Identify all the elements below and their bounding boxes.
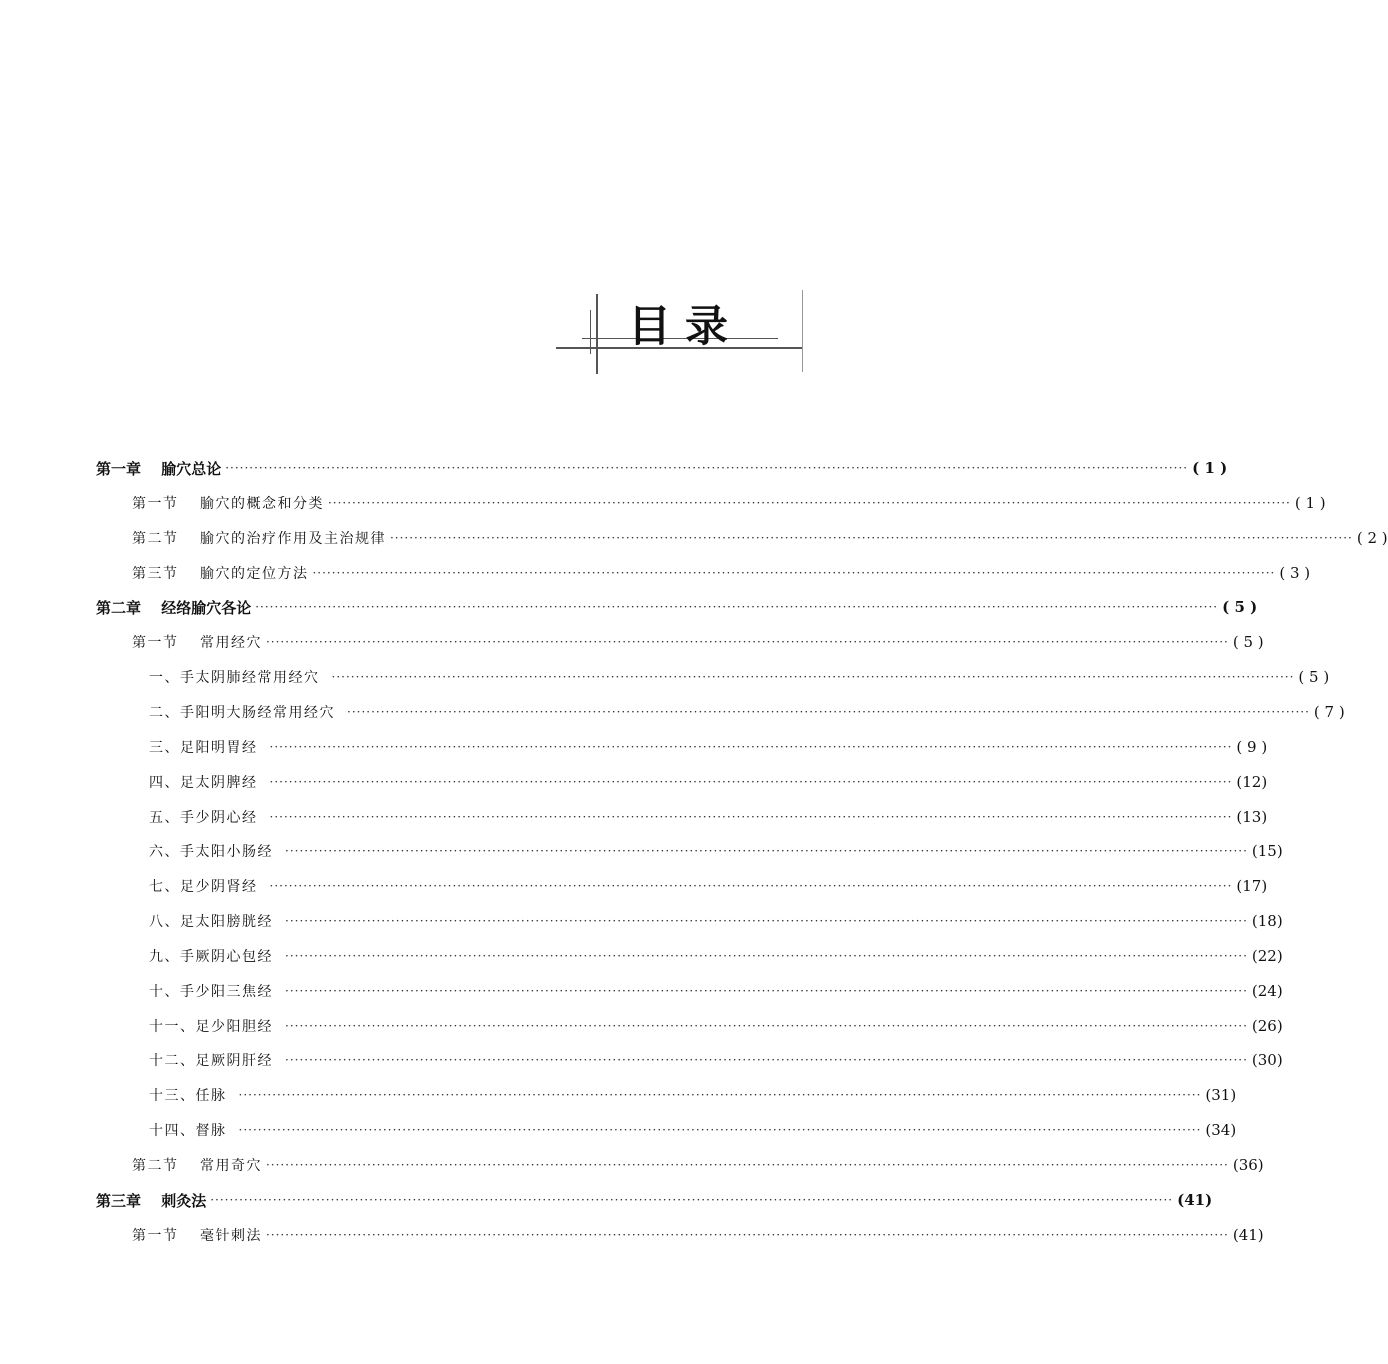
toc-entry-page: ( 9 ) (1236, 738, 1268, 756)
toc-leader-dots: ········································································································································································································ (269, 775, 1233, 789)
toc-entry-label: 十二、足厥阴肝经 (149, 1053, 273, 1069)
toc-entry-page: (18) (1251, 912, 1283, 930)
toc-entry-page: (36) (1232, 1156, 1264, 1174)
toc-entry[interactable] (132, 557, 1311, 589)
toc-entry-label: 第一节 常用经穴 (132, 635, 262, 651)
toc-entry-page: ( 2 ) (1356, 529, 1388, 547)
toc-entry[interactable] (96, 452, 1228, 484)
toc-entry[interactable] (149, 696, 1345, 728)
toc-leader-dots: ········································································································································································································ (327, 496, 1291, 510)
toc-entry-label: 第三章 刺灸法 (96, 1191, 207, 1210)
toc-entry-page: (17) (1236, 877, 1268, 895)
toc-entry[interactable] (149, 870, 1268, 902)
toc-entry[interactable] (149, 766, 1268, 798)
toc-entry-page: ( 5 ) (1222, 598, 1258, 616)
ornament-vline-right (802, 290, 803, 372)
toc-leader-dots: ········································································································································································································ (269, 879, 1233, 893)
toc-entry-page: ( 1 ) (1192, 459, 1228, 477)
toc-entry-page: ( 3 ) (1279, 564, 1311, 582)
toc-entry-label: 七、足少阴肾经 (149, 879, 258, 895)
toc-entry[interactable] (132, 1149, 1264, 1181)
toc-leader-dots: ········································································································································································································ (269, 810, 1233, 824)
toc-leader-dots: ········································································································································································································ (347, 705, 1310, 719)
toc-entry[interactable] (96, 591, 1258, 623)
toc-entry[interactable] (132, 626, 1264, 658)
toc-leader-dots: ········································································································································································································ (285, 1019, 1248, 1033)
toc-entry-page: ( 5 ) (1232, 633, 1264, 651)
toc-entry-page: ( 5 ) (1298, 668, 1330, 686)
toc-leader-dots: ········································································································································································································ (255, 600, 1219, 614)
toc-entry[interactable] (149, 731, 1268, 763)
toc-entry[interactable] (132, 522, 1388, 554)
toc-entry[interactable] (149, 661, 1330, 693)
toc-leader-dots: ········································································································································································································ (389, 531, 1353, 545)
toc-entry[interactable] (149, 1079, 1237, 1111)
toc-entry-label: 第一章 腧穴总论 (96, 459, 222, 478)
toc-entry-label: 十四、督脉 (149, 1123, 227, 1139)
toc-entry-page: (30) (1251, 1051, 1283, 1069)
toc-entry[interactable] (96, 1184, 1213, 1216)
toc-entry[interactable] (149, 905, 1283, 937)
page-title: 目录 (628, 302, 742, 352)
toc-entry-page: (41) (1177, 1191, 1213, 1209)
toc-leader-dots: ········································································································································································································ (210, 1193, 1174, 1207)
toc-entry-label: 一、手太阴肺经常用经穴 (149, 670, 320, 686)
toc-entry-label: 第二章 经络腧穴各论 (96, 598, 252, 617)
toc-entry[interactable] (149, 1114, 1237, 1146)
toc-entry-page: ( 1 ) (1294, 494, 1326, 512)
toc-entry[interactable] (149, 1010, 1283, 1042)
toc-entry-label: 第二节 常用奇穴 (132, 1158, 262, 1174)
toc-entry-label: 二、手阳明大肠经常用经穴 (149, 705, 335, 721)
toc-entry-label: 五、手少阴心经 (149, 810, 258, 826)
toc-entry-label: 第一节 腧穴的概念和分类 (132, 496, 324, 512)
toc-leader-dots: ········································································································································································································ (312, 566, 1276, 580)
toc-entry-page: (22) (1251, 947, 1283, 965)
toc-leader-dots: ········································································································································································································ (331, 670, 1295, 684)
toc-entry-page: (12) (1236, 773, 1268, 791)
toc-entry-page: (24) (1251, 982, 1283, 1000)
toc-leader-dots: ········································································································································································································ (225, 461, 1189, 475)
toc-leader-dots: ········································································································································································································ (265, 1228, 1229, 1242)
toc-entry[interactable] (149, 975, 1283, 1007)
toc-leader-dots: ········································································································································································································ (238, 1088, 1202, 1102)
toc-leader-dots: ········································································································································································································ (285, 914, 1248, 928)
toc-leader-dots: ········································································································································································································ (285, 1053, 1248, 1067)
toc-entry-label: 四、足太阴脾经 (149, 775, 258, 791)
toc-entry-label: 十三、任脉 (149, 1088, 227, 1104)
toc-entry-page: (15) (1251, 842, 1283, 860)
toc-entry[interactable] (149, 1044, 1283, 1076)
toc-entry-label: 第一节 毫针刺法 (132, 1228, 262, 1244)
toc-leader-dots: ········································································································································································································ (238, 1123, 1202, 1137)
toc-entry-page: ( 7 ) (1313, 703, 1345, 721)
toc-entry[interactable] (132, 1219, 1264, 1251)
toc-leader-dots: ········································································································································································································ (285, 949, 1248, 963)
toc-entry-label: 第二节 腧穴的治疗作用及主治规律 (132, 531, 386, 547)
toc-entry[interactable] (149, 801, 1268, 833)
toc-entry[interactable] (132, 487, 1326, 519)
toc-entry-label: 八、足太阳膀胱经 (149, 914, 273, 930)
toc-leader-dots: ········································································································································································································ (265, 635, 1229, 649)
toc-leader-dots: ········································································································································································································ (269, 740, 1233, 754)
toc-entry-label: 十一、足少阳胆经 (149, 1019, 273, 1035)
toc-entry[interactable] (149, 835, 1283, 867)
toc-entry-label: 第三节 腧穴的定位方法 (132, 566, 309, 582)
toc-entry-label: 九、手厥阴心包经 (149, 949, 273, 965)
toc-leader-dots: ········································································································································································································ (285, 984, 1248, 998)
toc-entry-label: 六、手太阳小肠经 (149, 844, 273, 860)
toc-leader-dots: ········································································································································································································ (285, 844, 1248, 858)
toc-entry-page: (26) (1251, 1017, 1283, 1035)
ornament-vline-left (596, 294, 598, 374)
toc-entry-page: (13) (1236, 808, 1268, 826)
toc-entry-label: 三、足阳明胃经 (149, 740, 258, 756)
toc-entry-page: (34) (1205, 1121, 1237, 1139)
toc-entry-page: (41) (1232, 1226, 1264, 1244)
toc-entry-label: 十、手少阳三焦经 (149, 984, 273, 1000)
toc-entry-page: (31) (1205, 1086, 1237, 1104)
toc-entry[interactable] (149, 940, 1283, 972)
toc-leader-dots: ········································································································································································································ (265, 1158, 1229, 1172)
